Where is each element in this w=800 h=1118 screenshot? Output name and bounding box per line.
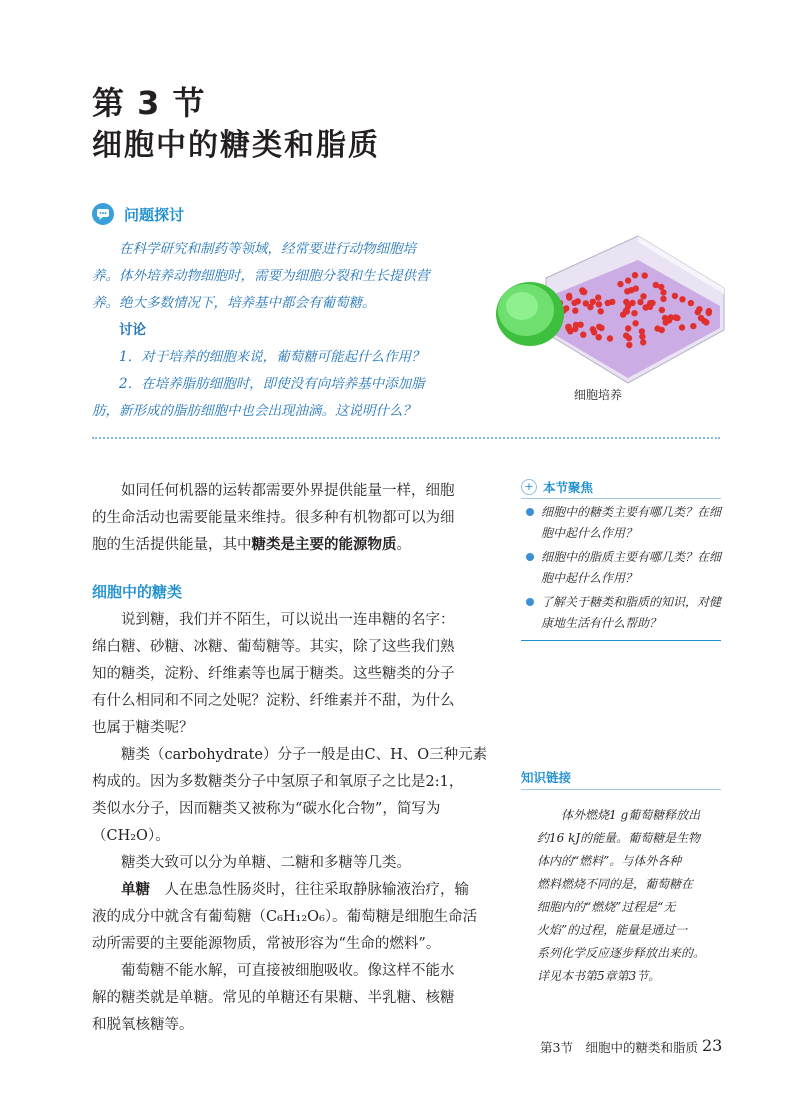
cell-dot [660, 289, 666, 295]
link-line: 细胞内的“燃烧”过程是“无 [537, 900, 676, 914]
link-line: 燃料燃烧不同的是，葡萄糖在 [537, 877, 694, 891]
focus-item [521, 502, 721, 544]
intro-end: 。 [396, 537, 411, 553]
cell-dot [628, 287, 634, 293]
knowledge-link-title: 知识链接 [521, 768, 721, 790]
question-2-line2: 肪，新形成的脂肪细胞中也会出现油滴。这说明什么？ [92, 403, 416, 419]
cell-dot [698, 315, 704, 321]
paragraph-line: 构成的。因为多数糖类分子中氢原子和氧原子之比是2:1， [92, 774, 464, 790]
cell-dot [640, 339, 646, 345]
cell-dot [632, 320, 638, 326]
cell-dot [660, 296, 666, 302]
question-1: 1．对于培养的细胞来说，葡萄糖可能起什么作用？ [119, 349, 425, 365]
figure-caption: 细胞培养 [574, 388, 623, 402]
cell-dot [579, 287, 585, 293]
cell-dot [596, 334, 602, 340]
paragraph-line: （CH₂O）。 [92, 828, 170, 844]
cell-dot [563, 305, 569, 311]
link-line: 体外燃烧1 g葡萄糖释放出 [561, 808, 701, 822]
link-line: 约16 kJ的能量。葡萄糖是生物 [537, 831, 701, 845]
paragraph-line: 绵白糖、砂糖、冰糖、葡萄糖等。其实，除了这些我们熟 [92, 639, 455, 655]
cell-dot [631, 310, 637, 316]
cell-dot [640, 293, 646, 299]
paragraph-line: 葡萄糖不能水解，可直接被细胞吸收。像这样不能水 [121, 963, 455, 979]
intro-bold: 糖类是主要的能源物质 [251, 537, 397, 553]
cell-dot [653, 282, 659, 288]
focus-item [521, 547, 721, 589]
focus-header [521, 478, 721, 499]
cell-dot [565, 324, 571, 330]
cell-dot [629, 300, 635, 306]
focus-box [521, 478, 721, 641]
link-line: 火焰”的过程，能量是通过一 [537, 923, 688, 937]
problem-line: 在科学研究和制药等领域，经常要进行动物细胞培 [119, 241, 416, 257]
cell-dot [572, 326, 578, 332]
cell-dot [580, 332, 586, 338]
mono-label: 单糖 [121, 882, 150, 898]
paragraph-line: 糖类（carbohydrate）分子一般是由C、H、O三种元素 [121, 747, 488, 763]
cell-dot [688, 300, 694, 306]
cell-dot [625, 277, 631, 283]
cell-dot [590, 326, 596, 332]
section-divider [92, 437, 720, 439]
focus-item-text: 细胞中的脂质主要有哪几类？在细胞中起什么作用？ [541, 550, 722, 585]
cell-dot [607, 335, 613, 341]
intro-line: 的生命活动也需要能量来维持。很多种有机物都可以为细 [92, 510, 455, 526]
cell-dot [605, 300, 611, 306]
cell-dot [647, 304, 653, 310]
cell-dot [626, 335, 632, 341]
paragraph-line: 有什么相同和不同之处呢？淀粉、纤维素并不甜，为什么 [92, 693, 455, 709]
paragraph-line: 说到糖，我们并不陌生，可以说出一连串糖的名字： [121, 612, 455, 628]
main-text [92, 478, 496, 1039]
paragraph-line: 糖类大致可以分为单糖、二糖和多糖等几类。 [121, 855, 411, 871]
cell-dot [575, 298, 581, 304]
footer-title: 第3节 细胞中的糖类和脂质 [540, 1040, 698, 1055]
link-line: 系列化学反应逐步释放出来的。 [537, 946, 706, 960]
cell-dot [659, 307, 665, 313]
cell-dot [590, 299, 596, 305]
paragraph-line: 动所需要的主要能源物质，常被形容为“生命的燃料”。 [92, 936, 441, 952]
link-line: 详见本书第5章第3节。 [537, 969, 661, 983]
focus-item-text: 了解关于糖类和脂质的知识，对健康地生活有什么帮助？ [541, 595, 722, 630]
cell-dot [679, 324, 685, 330]
cell-dot [598, 308, 604, 314]
cell-dot [637, 299, 643, 305]
mono-paragraph-line [92, 877, 496, 904]
paragraph-line: 知的糖类，淀粉、纤维素等也属于糖类。这些糖类的分子 [92, 666, 455, 682]
cell-dot [668, 314, 674, 320]
target-icon: + [521, 479, 537, 495]
knowledge-link-box [521, 768, 721, 988]
cell-dot [672, 293, 678, 299]
cell-dot [596, 301, 602, 307]
bullet-icon [526, 508, 534, 516]
cell-dot [639, 333, 645, 339]
cell-dot [595, 294, 601, 300]
intro-text: 胞的生活提供能量，其中 [92, 537, 252, 553]
cell-dot [583, 300, 589, 306]
cell-dot [626, 342, 632, 348]
cell-dot [596, 324, 602, 330]
focus-title: 本节聚焦 [543, 480, 594, 495]
bullet-icon [526, 553, 534, 561]
cell-dot [706, 310, 712, 316]
problem-title: 问题探讨 [124, 205, 185, 224]
focus-item-text: 细胞中的糖类主要有哪几类？在细胞中起什么作用？ [541, 505, 722, 540]
cell-dot [642, 272, 648, 278]
paragraph-line: 也属于糖类呢？ [92, 720, 194, 736]
cell-dot [654, 325, 660, 331]
page-title: 细胞中的糖类和脂质 [92, 128, 380, 163]
problem-line: 养。绝大多数情况下，培养基中都会有葡萄糖。 [92, 295, 376, 311]
problem-header [92, 203, 184, 225]
paragraph-line: 解的糖类就是单糖。常见的单糖还有果糖、半乳糖、核糖 [92, 990, 455, 1006]
section-number: 第 3 节 [92, 84, 206, 122]
intro-line-3 [92, 532, 496, 559]
link-line: 体内的“燃料”。与体外各种 [537, 854, 682, 868]
cell-dot [679, 296, 685, 302]
cell-dot [695, 309, 701, 315]
question-2-line1: 2．在培养脂肪细胞时，即使没有向培养基中添加脂 [119, 376, 425, 392]
cell-dot [625, 325, 631, 331]
section-heading: 细胞中的糖类 [92, 583, 183, 601]
cell-dot [690, 323, 696, 329]
cell-dot [623, 299, 629, 305]
cell-dot [572, 308, 578, 314]
page-number: 23 [702, 1036, 723, 1055]
cell-dot [617, 281, 623, 287]
cell-dot [566, 294, 572, 300]
knowledge-link-body [521, 804, 721, 988]
problem-line: 养。体外培养动物细胞时，需要为细胞分裂和生长提供营 [92, 268, 430, 284]
problem-body [92, 236, 464, 425]
chat-bubble-icon [92, 203, 114, 225]
cell-dot [632, 272, 638, 278]
focus-item [521, 592, 721, 634]
mono-text: 人在患急性肠炎时，往往采取静脉输液治疗，输 [164, 882, 469, 898]
cell-culture-flask-illustration [488, 218, 728, 388]
paragraph-line: 和脱氧核糖等。 [92, 1017, 194, 1033]
intro-line: 如同任何机器的运转都需要外界提供能量一样，细胞 [121, 483, 455, 499]
bullet-icon [526, 598, 534, 606]
paragraph-line: 液的成分中就含有葡萄糖（C₆H₁₂O₆）。葡萄糖是细胞生命活 [92, 909, 478, 925]
paragraph-line: 类似水分子，因而糖类又被称为“碳水化合物”，简写为 [92, 801, 441, 817]
discussion-label: 讨论 [119, 322, 146, 338]
